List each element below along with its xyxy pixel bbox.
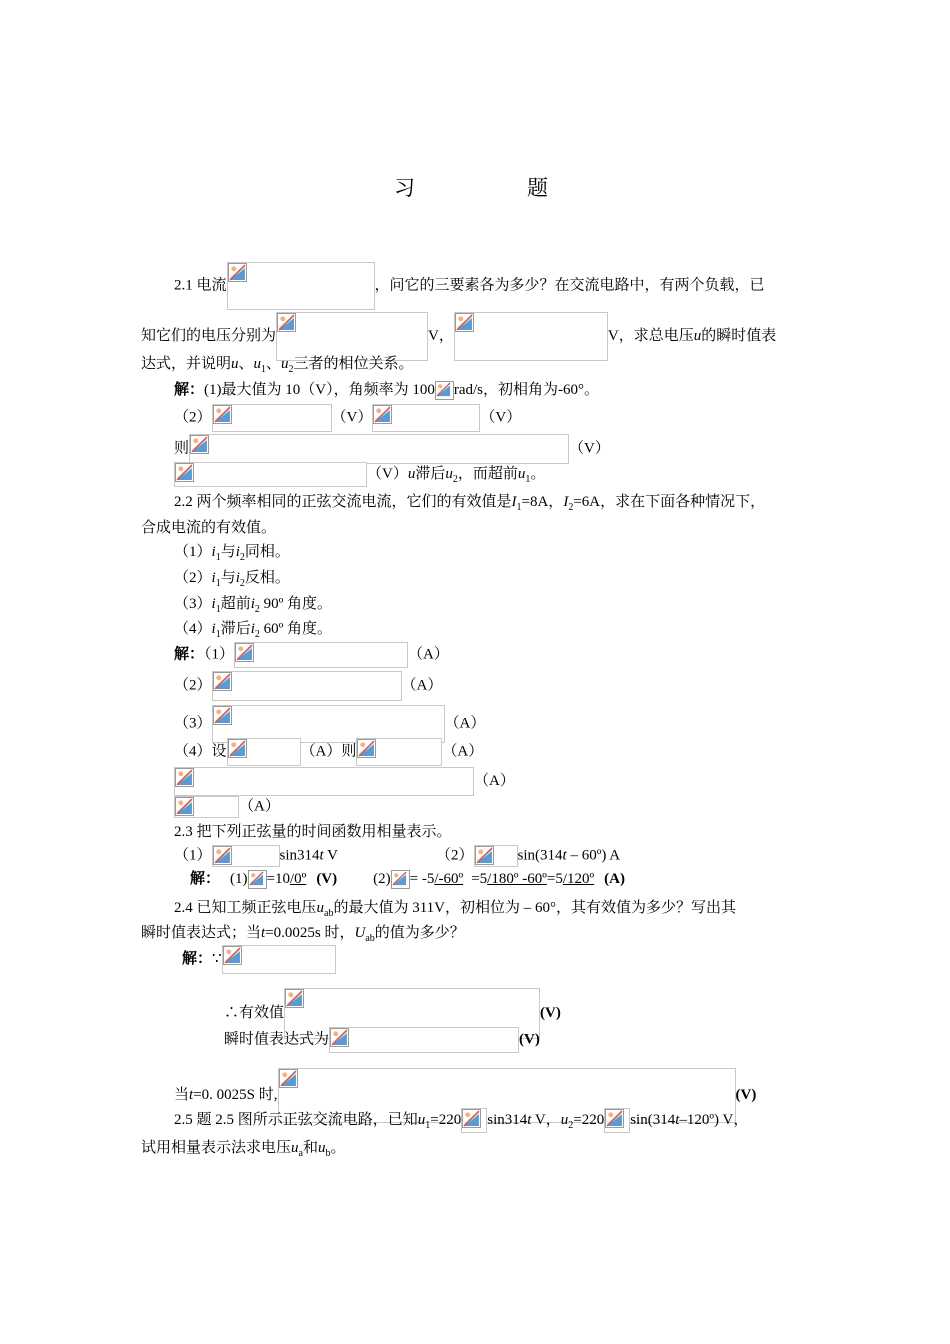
problem-2-4-line-1: 2.4 已知工频正弦电压$u_{ab}$的最大值为 311V，初相位为 – 60°，其有效值为多少？写出其 bbox=[174, 900, 736, 919]
formula-image bbox=[212, 671, 402, 701]
solution-2-2-line-3: （3） （A） bbox=[174, 705, 485, 743]
formula-image bbox=[461, 1108, 487, 1133]
formula-image bbox=[189, 434, 569, 464]
problem-2-2-line-2: 合成电流的有效值。 bbox=[141, 520, 277, 536]
image-placeholder-icon bbox=[279, 1069, 298, 1088]
formula-image bbox=[372, 404, 480, 432]
image-placeholder-icon bbox=[435, 381, 454, 400]
formula-image bbox=[174, 767, 474, 796]
formula-image bbox=[174, 796, 239, 818]
solution-2-1-line-4: （V）u滞后$u_2$，而超前$u_1$。 bbox=[174, 462, 545, 490]
problem-2-2-item: $(1)i_1$与$i_2$同相。 bbox=[174, 544, 290, 563]
problem-2-3-line-2a: （1） sin314t V bbox=[174, 845, 338, 867]
image-placeholder-icon bbox=[391, 870, 410, 889]
problem-2-3-line-1: 2.3 把下列正弦量的时间函数用相量表示。 bbox=[174, 824, 452, 840]
image-placeholder-icon bbox=[462, 1109, 481, 1128]
formula-image bbox=[212, 845, 280, 867]
image-placeholder-icon bbox=[330, 1028, 349, 1047]
image-placeholder-icon bbox=[175, 797, 194, 816]
formula-image bbox=[604, 1108, 630, 1133]
image-placeholder-icon bbox=[228, 739, 247, 758]
image-placeholder-icon bbox=[285, 989, 304, 1008]
title-char-1: 习 bbox=[394, 176, 416, 200]
image-placeholder-icon bbox=[213, 706, 232, 725]
formula-image bbox=[474, 845, 518, 867]
solution-2-2-line-5: （A） bbox=[174, 767, 515, 796]
formula-image bbox=[227, 262, 375, 310]
image-placeholder-icon bbox=[213, 846, 232, 865]
image-placeholder-icon bbox=[228, 263, 247, 282]
solution-2-1-line-2: （2） （V） （V） bbox=[174, 404, 521, 432]
image-placeholder-icon bbox=[175, 768, 194, 787]
image-placeholder-icon bbox=[475, 846, 494, 865]
formula-image bbox=[212, 404, 332, 432]
image-placeholder-icon bbox=[223, 946, 242, 965]
solution-2-1-line-1: 解：(1)最大值为 10（V），角频率为 100 rad/s，初相角为-60°。 bbox=[174, 380, 599, 400]
formula-image bbox=[234, 642, 408, 668]
problem-2-2-item: $(4)i_1$滞后$i_2$ 60º 角度。 bbox=[174, 621, 333, 640]
problem-2-2-line-1: 2.2 两个频率相同的正弦交流电流，它们的有效值是$I_1=8A$，$I_2=6A$，求在下面各种情况下， bbox=[174, 494, 766, 513]
solution-2-2-line-6: （A） bbox=[174, 796, 280, 818]
formula-image bbox=[222, 945, 336, 974]
problem-2-5-line-2: 试用相量表示法求电压$u_a$和$u_b$。 bbox=[141, 1140, 346, 1159]
solution-2-4-line-3: 瞬时值表达式为 (V) bbox=[224, 1027, 540, 1053]
image-placeholder-icon bbox=[373, 405, 392, 424]
problem-2-1-line-1: 2.1 电流 ，问它的三要素各为多少？在交流电路中，有两个负载，已 bbox=[174, 262, 765, 310]
formula-image bbox=[356, 738, 442, 766]
solution-2-2-line-1: 解：（1） （A） bbox=[174, 642, 449, 668]
image-placeholder-icon bbox=[455, 313, 474, 332]
problem-2-4-line-2: 瞬时值表达式；当t=0.0025s 时，$U_{ab}$的值为多少？ bbox=[141, 925, 465, 944]
problem-2-3-line-2b: （2） sin(314t – 60º) A bbox=[436, 845, 620, 867]
problem-2-2-item: $(3)i_1$超前$i_2$ 90º 角度。 bbox=[174, 596, 333, 615]
problem-2-1-line-3: 达式，并说明u、$u_1$、$u_2$三者的相位关系。 bbox=[141, 356, 414, 375]
solution-2-2-line-4: （4）设 （A）则 （A） bbox=[174, 738, 483, 766]
image-placeholder-icon bbox=[605, 1109, 624, 1128]
image-placeholder-icon bbox=[175, 463, 194, 482]
formula-image bbox=[227, 738, 301, 766]
solution-2-1-line-3: 则 （V） bbox=[174, 434, 610, 464]
solution-2-4-line-4: 当t=0. 0025S 时, (V) bbox=[174, 1068, 756, 1123]
solution-2-3: 解： (1) =10/0º (V) (2) = -5/-60º =5/180º -60º=5/120º (A) bbox=[190, 869, 625, 889]
image-placeholder-icon bbox=[235, 643, 254, 662]
solution-2-4-line-1: 解：∵ bbox=[182, 945, 336, 974]
formula-image bbox=[329, 1027, 519, 1053]
title-char-2: 题 bbox=[527, 176, 549, 200]
image-placeholder-icon bbox=[190, 435, 209, 454]
solution-2-4-line-2: ∴有效值 (V) bbox=[224, 988, 561, 1039]
image-placeholder-icon bbox=[357, 739, 376, 758]
problem-2-2-item: $(2)i_1$与$i_2$反相。 bbox=[174, 570, 290, 589]
formula-image bbox=[174, 462, 367, 487]
problem-2-1-line-2: 知它们的电压分别为 V， V，求总电压u的瞬时值表 bbox=[141, 312, 776, 361]
problem-2-5-line-1: 2.5 题 2.5 图所示正弦交流电路，已知$u_1=220$ sin314t V，$u_2=220$ sin(314t–120º) V， bbox=[174, 1108, 748, 1136]
image-placeholder-icon bbox=[213, 672, 232, 691]
image-placeholder-icon bbox=[277, 313, 296, 332]
solution-2-2-line-2: （2） （A） bbox=[174, 671, 442, 701]
image-placeholder-icon bbox=[248, 870, 267, 889]
formula-image bbox=[454, 312, 608, 361]
image-placeholder-icon bbox=[213, 405, 232, 424]
